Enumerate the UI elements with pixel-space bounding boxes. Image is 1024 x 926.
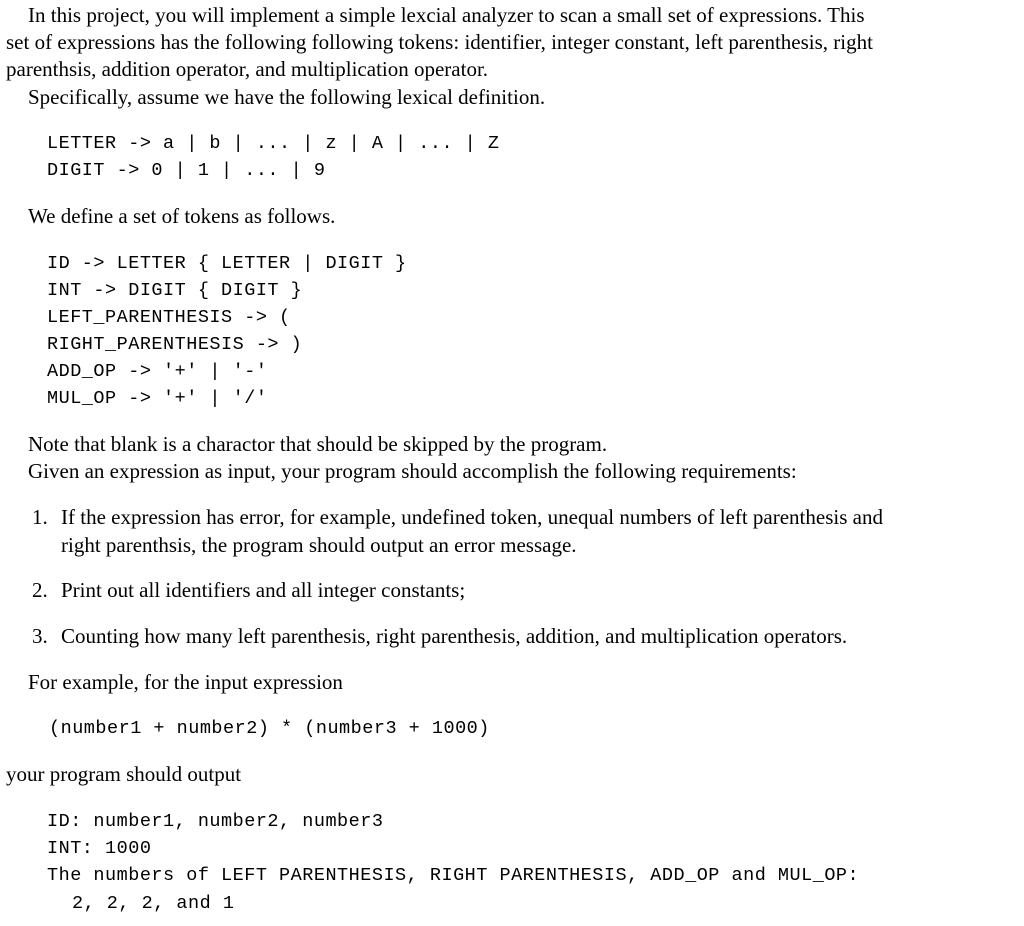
token-definition-left-parenthesis: LEFT_PARENTHESIS -> ( <box>47 307 291 328</box>
token-definition-id: ID -> LETTER { LETTER | DIGIT } <box>47 253 407 274</box>
lexical-definition-letter: LETTER -> a | b | ... | z | A | ... | Z <box>47 133 500 154</box>
example-output-id: ID: number1, number2, number3 <box>47 811 384 832</box>
requirement-text-line-2: right parenthsis, the program should output an error message. <box>61 533 577 557</box>
lexical-definition-digit: DIGIT -> 0 | 1 | ... | 9 <box>47 160 326 181</box>
output-intro: your program should output <box>6 762 242 786</box>
requirement-number: 2. <box>32 578 48 602</box>
given-line: Given an expression as input, your program should accomplish the following requirements: <box>28 459 797 483</box>
requirement-text-line-1: Counting how many left parenthesis, right parenthesis, addition, and multiplication operators. <box>61 624 848 648</box>
requirement-number: 3. <box>32 624 48 648</box>
specifically-line: Specifically, assume we have the following lexical definition. <box>28 85 546 109</box>
token-definition-right-parenthesis: RIGHT_PARENTHESIS -> ) <box>47 334 303 355</box>
requirement-number: 1. <box>32 505 48 529</box>
tokens-intro: We define a set of tokens as follows. <box>28 204 336 228</box>
example-intro: For example, for the input expression <box>28 670 343 694</box>
example-expression: (number1 + number2) * (number3 + 1000) <box>49 718 490 739</box>
requirement-text-line-1: Print out all identifiers and all integer constants; <box>61 578 466 602</box>
requirement-text-line-1: If the expression has error, for example, undefined token, unequal numbers of left parenthesis and <box>61 505 883 529</box>
intro-line-2: set of expressions has the following following tokens: identifier, integer constant, left parenthesis, right <box>6 30 873 54</box>
example-output-int: INT: 1000 <box>47 838 152 859</box>
note-line: Note that blank is a charactor that should be skipped by the program. <box>28 432 608 456</box>
intro-line-1: In this project, you will implement a simple lexcial analyzer to scan a small set of expressions. This <box>28 3 865 27</box>
token-definition-mul-op: MUL_OP -> '+' | '/' <box>47 388 268 409</box>
token-definition-int: INT -> DIGIT { DIGIT } <box>47 280 303 301</box>
intro-line-3: parenthsis, addition operator, and multiplication operator. <box>6 57 489 81</box>
token-definition-add-op: ADD_OP -> '+' | '-' <box>47 361 268 382</box>
example-output-counts-values: 2, 2, 2, and 1 <box>72 893 235 914</box>
example-output-counts-label: The numbers of LEFT PARENTHESIS, RIGHT PARENTHESIS, ADD_OP and MUL_OP: <box>47 865 860 886</box>
